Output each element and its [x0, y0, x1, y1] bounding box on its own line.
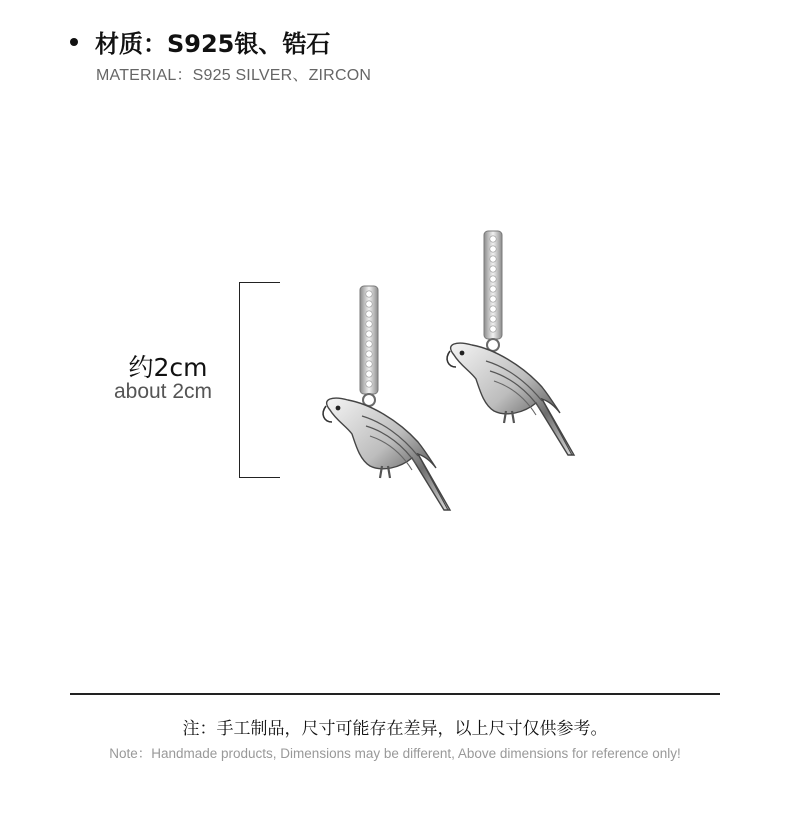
- size-label-cn: 约2cm: [128, 353, 208, 382]
- footer-divider: [70, 693, 720, 695]
- parrot-earrings-image: [290, 220, 600, 520]
- right-earring: [447, 231, 574, 455]
- header-bullet: [70, 38, 78, 46]
- material-title: 材质：S925银、锆石: [95, 30, 331, 58]
- size-label-en: about 2cm: [113, 380, 213, 403]
- footer-note-en: Note：Handmade products, Dimensions may be different, Above dimensions for reference only!: [109, 746, 681, 761]
- size-bracket: [239, 282, 280, 478]
- footer-note-cn: 注：手工制品，尺寸可能存在差异，以上尺寸仅供参考。: [182, 719, 608, 739]
- left-earring: [323, 286, 450, 510]
- material-subtitle: MATERIAL：S925 SILVER、ZIRCON: [96, 67, 372, 84]
